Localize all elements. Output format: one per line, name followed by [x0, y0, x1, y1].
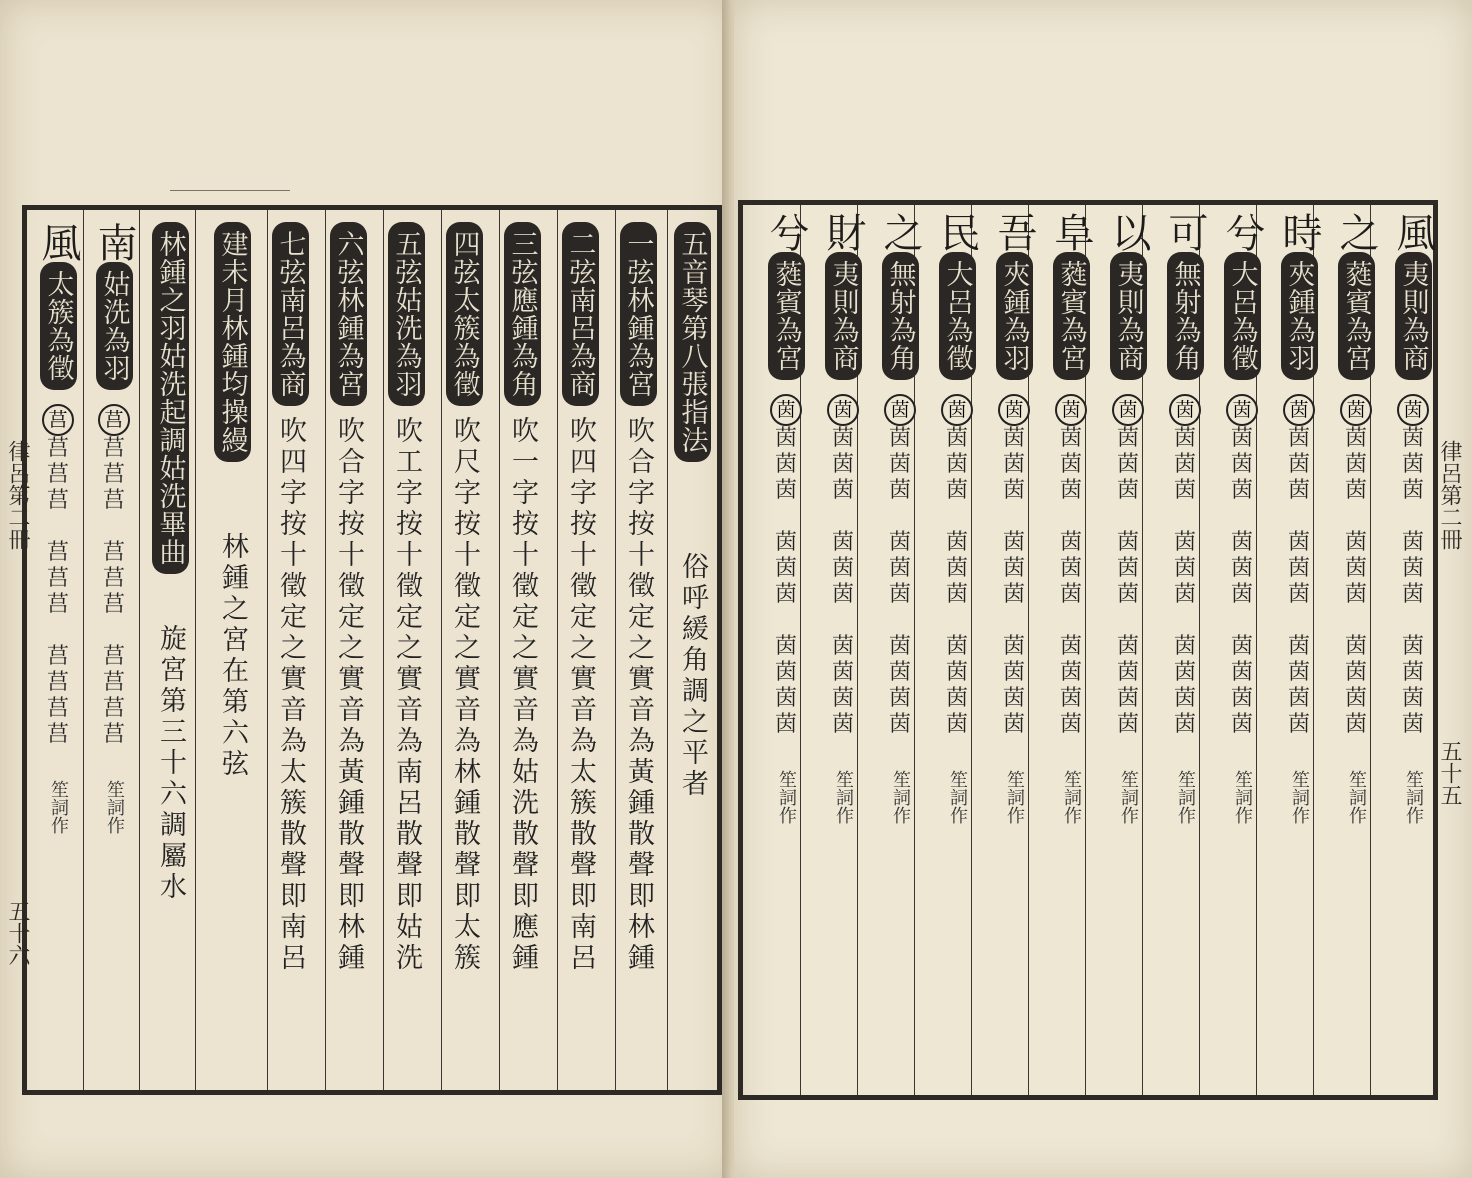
tablature-block: 茵 茵 茵 茵 茵 茵 茵 茵 茵 茵 茵 — [1283, 394, 1315, 764]
song-pill: 蕤賓為宮 — [1053, 252, 1090, 380]
song-column — [1388, 212, 1438, 824]
string-pill: 二弦南呂為商 — [562, 222, 599, 406]
song-head-char: 時 — [1276, 212, 1322, 252]
signature-text: 笙詞作 — [776, 770, 797, 824]
string-pill: 六弦林鍾為宮 — [330, 222, 367, 406]
song-column — [875, 212, 925, 824]
song-head-char: 可 — [1162, 212, 1208, 252]
mode-column — [145, 222, 195, 903]
tablature-block: 茵 茵 茵 茵 茵 茵 茵 茵 茵 茵 茵 — [1226, 394, 1258, 764]
string-pill: 四弦太簇為徵 — [446, 222, 483, 406]
string-text: 吹尺字按十徵定之實音為林鍾散聲即太簇 — [449, 416, 480, 974]
string-text: 吹四字按十徵定之實音為太簇散聲即南呂 — [565, 416, 596, 974]
string-text: 吹一字按十徵定之實音為姑洗散聲即應鍾 — [507, 416, 538, 974]
song-head-char: 之 — [1333, 212, 1379, 252]
header-column — [667, 222, 717, 800]
tablature-block: 莒 莒 莒 莒 莒 莒 莒 莒 莒 莒 莒 — [98, 404, 130, 774]
string-column — [613, 222, 663, 974]
intro-text: 俗呼緩角調之平者 — [677, 552, 708, 800]
signature-text: 笙詞作 — [1175, 770, 1196, 824]
left-text-frame — [22, 205, 722, 1095]
tablature-block: 茵 茵 茵 茵 茵 茵 茵 茵 茵 茵 茵 — [884, 394, 916, 764]
song-column — [1103, 212, 1153, 824]
signature-text: 笙詞作 — [1118, 770, 1139, 824]
string-pill: 五弦姑洗為羽 — [388, 222, 425, 406]
song-column — [989, 212, 1039, 824]
song-head-char: 南 — [91, 222, 137, 262]
signature-text: 笙詞作 — [1232, 770, 1253, 824]
tablature-block: 茵 茵 茵 茵 茵 茵 茵 茵 茵 茵 茵 — [1397, 394, 1429, 764]
tablature-block: 茵 茵 茵 茵 茵 茵 茵 茵 茵 茵 茵 — [1055, 394, 1087, 764]
song-pill: 夾鍾為羽 — [996, 252, 1033, 380]
mode-pill: 林鍾之羽姑洗起調姑洗畢曲 — [152, 222, 189, 574]
song-head-char: 吾 — [991, 212, 1037, 252]
tablature-block: 茵 茵 茵 茵 茵 茵 茵 茵 茵 茵 茵 — [770, 394, 802, 764]
song-pill: 無射為角 — [1167, 252, 1204, 380]
song-column — [818, 212, 868, 824]
song-column — [932, 212, 982, 824]
string-pill: 三弦應鍾為角 — [504, 222, 541, 406]
song-head-char: 風 — [35, 222, 81, 262]
song-pill: 夾鍾為羽 — [1281, 252, 1318, 380]
song-head-char: 之 — [877, 212, 923, 252]
song-pill: 大呂為徵 — [1224, 252, 1261, 380]
song-column — [1217, 212, 1267, 824]
header-pill: 五音琴第八張指法 — [674, 222, 711, 462]
mode-pill: 建未月林鍾均操縵 — [214, 222, 251, 462]
signature-text: 笙詞作 — [104, 780, 125, 834]
string-text: 吹工字按十徵定之實音為南呂散聲即姑洗 — [391, 416, 422, 974]
song-column — [89, 222, 139, 834]
string-column — [265, 222, 315, 974]
tablature-block: 莒 莒 莒 莒 莒 莒 莒 莒 莒 莒 莒 — [42, 404, 74, 774]
left-page — [0, 0, 734, 1178]
string-column — [555, 222, 605, 974]
song-head-char: 風 — [1390, 212, 1436, 252]
signature-text: 笙詞作 — [1004, 770, 1025, 824]
song-column — [1274, 212, 1324, 824]
string-pill: 一弦林鍾為宮 — [620, 222, 657, 406]
song-column — [1046, 212, 1096, 824]
string-column — [439, 222, 489, 974]
song-pill: 夷則為商 — [1110, 252, 1147, 380]
mode-text: 旋宮第三十六調屬水 — [155, 624, 186, 903]
string-text: 吹四字按十徵定之實音為太簇散聲即南呂 — [275, 416, 306, 974]
tablature-block: 茵 茵 茵 茵 茵 茵 茵 茵 茵 茵 茵 — [1112, 394, 1144, 764]
song-column — [33, 222, 83, 834]
tablature-block: 茵 茵 茵 茵 茵 茵 茵 茵 茵 茵 茵 — [941, 394, 973, 764]
signature-text: 笙詞作 — [1289, 770, 1310, 824]
song-column — [761, 212, 811, 824]
signature-text: 笙詞作 — [947, 770, 968, 824]
song-head-char: 民 — [934, 212, 980, 252]
string-pill: 七弦南呂為商 — [272, 222, 309, 406]
string-column — [323, 222, 373, 974]
string-text: 吹合字按十徵定之實音為黃鍾散聲即林鍾 — [623, 416, 654, 974]
tablature-block: 茵 茵 茵 茵 茵 茵 茵 茵 茵 茵 茵 — [827, 394, 859, 764]
signature-text: 笙詞作 — [1346, 770, 1367, 824]
song-pill: 大呂為徵 — [939, 252, 976, 380]
song-pill: 夷則為商 — [825, 252, 862, 380]
tablature-block: 茵 茵 茵 茵 茵 茵 茵 茵 茵 茵 茵 — [1169, 394, 1201, 764]
string-column — [497, 222, 547, 974]
song-head-char: 以 — [1105, 212, 1151, 252]
string-column — [381, 222, 431, 974]
tablature-block: 茵 茵 茵 茵 茵 茵 茵 茵 茵 茵 茵 — [1340, 394, 1372, 764]
song-pill: 蕤賓為宮 — [768, 252, 805, 380]
ink-smudge — [170, 190, 290, 191]
song-head-char: 財 — [820, 212, 866, 252]
string-text: 吹合字按十徵定之實音為黃鍾散聲即林鍾 — [333, 416, 364, 974]
right-margin-title: 律呂第二冊 — [1437, 440, 1462, 550]
song-pill: 蕤賓為宮 — [1338, 252, 1375, 380]
mode-column — [203, 222, 261, 780]
song-pill: 夷則為商 — [1395, 252, 1432, 380]
signature-text: 笙詞作 — [1061, 770, 1082, 824]
song-pill: 太簇為徵 — [40, 262, 77, 390]
signature-text: 笙詞作 — [890, 770, 911, 824]
song-column — [1160, 212, 1210, 824]
song-column — [1331, 212, 1381, 824]
song-pill: 姑洗為羽 — [96, 262, 133, 390]
signature-text: 笙詞作 — [833, 770, 854, 824]
tablature-block: 茵 茵 茵 茵 茵 茵 茵 茵 茵 茵 茵 — [998, 394, 1030, 764]
mode-text: 林鍾之宮在第六弦 — [217, 532, 248, 780]
song-head-char: 兮 — [763, 212, 809, 252]
song-head-char: 兮 — [1219, 212, 1265, 252]
left-margin-title: 律呂第二冊 — [5, 440, 30, 550]
song-pill: 無射為角 — [882, 252, 919, 380]
song-head-char: 阜 — [1048, 212, 1094, 252]
left-page-number: 五十六 — [5, 900, 30, 966]
right-page-number: 五十五 — [1437, 740, 1462, 806]
signature-text: 笙詞作 — [1403, 770, 1424, 824]
signature-text: 笙詞作 — [48, 780, 69, 834]
